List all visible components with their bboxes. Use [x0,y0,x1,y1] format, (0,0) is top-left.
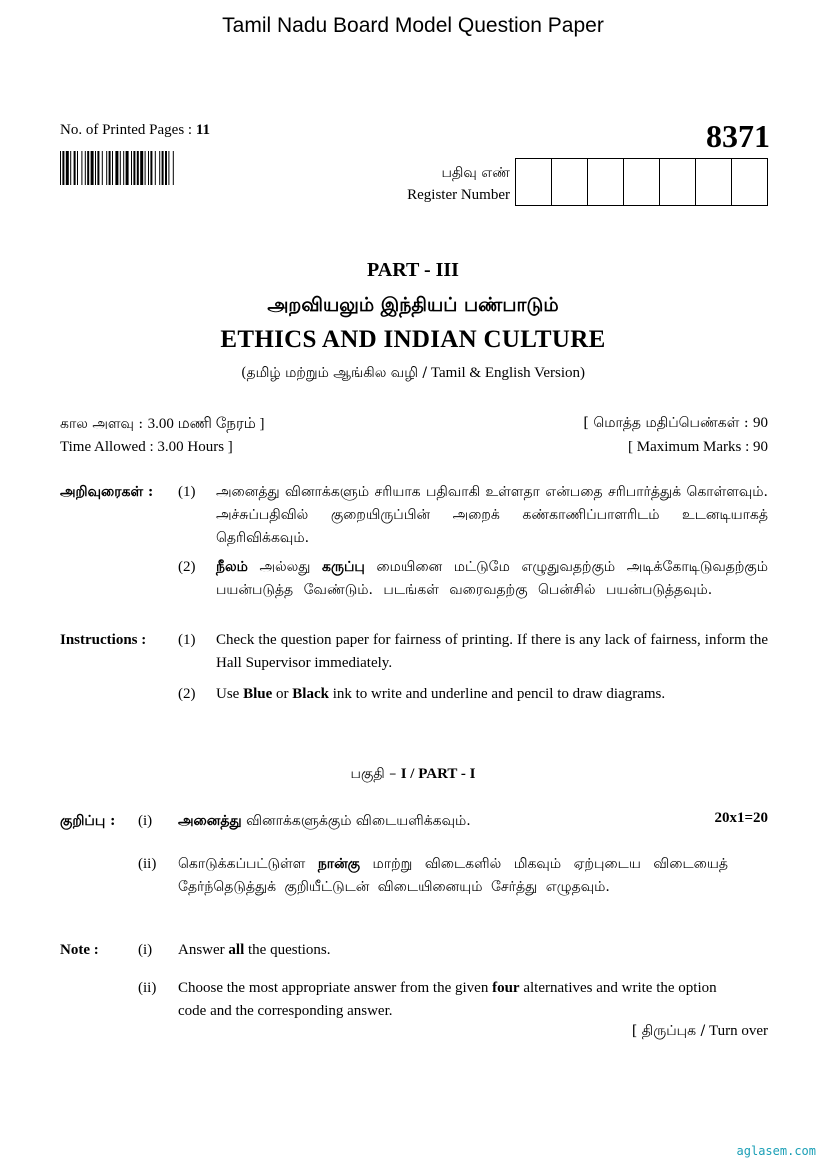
subject-title-english: ETHICS AND INDIAN CULTURE [220,326,606,353]
register-digit-box[interactable] [624,159,660,205]
part-1-heading [0,766,826,784]
note-english-ii-number: (ii) [138,980,157,996]
ink-blue-english: Blue [243,686,273,702]
time-marks-tamil-row [60,415,768,434]
marks-tamil-label: [ மொத்த மதிப்பெண்கள் : [583,415,753,431]
time-tamil [60,415,265,434]
barcode [60,151,242,185]
time-tamil-label: கால அளவு : [60,416,148,432]
time-allowed: Time Allowed : 3.00 Hours ] [60,439,233,455]
note-english-label: Note : [60,942,99,958]
note-english-i-part1: Answer [178,942,229,958]
note-tamil-i-number: (i) [138,813,153,829]
note-tamil-i-text [178,810,628,833]
version-tamil: (தமிழ் மற்றும் ஆங்கில வழி / [241,365,428,381]
note-english-ii-bold: four [492,980,520,996]
paper-code: 8371 [706,118,770,154]
register-digit-box[interactable] [696,159,732,205]
turn-over-tamil: [ திருப்புக / [631,1023,706,1039]
register-label-english: Register Number [407,187,510,203]
note-tamil-ii-part1: கொடுக்கப்பட்டுள்ள [178,856,318,872]
instruction-tamil-2-part1: அல்லது [247,559,323,575]
marks-tamil-value: 90 [753,415,768,431]
instructions-english-label: Instructions : [60,632,147,648]
instruction-english-2-number: (2) [178,686,196,702]
register-digit-box[interactable] [552,159,588,205]
subject-title-tamil: அறவியலும் இந்தியப் பண்பாடும் [267,294,559,316]
time-marks-english-row [60,439,768,456]
register-digit-box[interactable] [588,159,624,205]
note-tamil-ii-text [178,853,728,899]
version-english: Tamil & English Version) [427,365,585,381]
time-tamil-value: 3.00 மணி நேரம் ] [147,416,265,432]
site-header-title: Tamil Nadu Board Model Question Paper [222,14,604,37]
instruction-tamil-1-text: அனைத்து வினாக்களும் சரியாக பதிவாகி உள்ளதா என்பதை சரிபார்த்துக் கொள்ளவும். அச்சுப்பதிவில் குறையிருப்பின் அறைக் கண்காணிப்பாளரிடம் உடனடியாகத் தெரிவிக்கவும். [216,484,768,546]
register-digit-box[interactable] [660,159,696,205]
note-tamil-ii-number: (ii) [138,856,157,872]
ink-blue-tamil: நீலம் [216,559,248,575]
note-english-i-number: (i) [138,942,153,958]
site-watermark: aglasem.com [736,1144,816,1158]
marks-tamil [583,415,768,434]
instruction-tamil-2-number: (2) [178,559,196,575]
printed-pages [60,122,210,139]
part-1-marks: 20x1=20 [714,810,768,826]
note-english-ii-text [178,977,728,1023]
part-1-heading-english: I / PART - I [400,766,476,782]
version-line [0,365,826,383]
note-english-i-part2: the questions. [244,942,331,958]
instruction-english-1-text: Check the question paper for fairness of printing. If there is any lack of fairness, inform the Hall Supervisor immediately. [216,632,768,671]
register-digit-box[interactable] [516,159,552,205]
instruction-english-2-part2: or [272,686,293,702]
instruction-tamil-2-part2: மையினை மட்டுமே எழுதுவதற்கும் அடிக்கோடிடுவதற்கும் பயன்படுத்த வேண்டும். படங்கள் வரைவதற்கு பென்சில் பயன்படுத்தவும். [216,559,768,598]
instruction-english-1-number: (1) [178,632,196,648]
ink-black-english: Black [292,686,329,702]
maximum-marks: [ Maximum Marks : 90 [628,439,768,455]
note-tamil-i-rest: வினாக்களுக்கும் விடையளிக்கவும். [241,813,471,829]
note-tamil-ii-part2: மாற்று விடைகளில் மிகவும் ஏற்புடைய விடையைத் தேர்ந்தெடுத்துக் குறியீட்டுடன் விடையினையும் சேர்த்து எழுதவும். [178,856,729,895]
note-english-i-text [178,939,728,962]
turn-over-english: Turn over [705,1023,768,1039]
printed-pages-label: No. of Printed Pages : [60,122,196,138]
turn-over [500,1023,768,1041]
instruction-tamil-1-number: (1) [178,484,196,500]
instruction-tamil-2-text [216,556,768,602]
instructions-tamil-label: அறிவுரைகள் : [60,484,154,500]
instruction-english-2-part3: ink to write and underline and pencil to draw diagrams. [328,686,666,702]
instruction-english-2-text [216,683,768,706]
register-number-labels [360,162,510,206]
note-english-i-bold: all [228,942,245,958]
note-english-ii-part2: alternatives and write the option code and the corresponding answer. [178,980,717,1019]
register-number-boxes[interactable] [515,158,768,206]
part-title: PART - III [367,259,459,281]
part-1-heading-tamil: பகுதி – [350,766,401,782]
register-label-tamil: பதிவு எண் [441,165,510,181]
note-english-ii-part1: Choose the most appropriate answer from the given [178,980,493,996]
note-tamil-label: குறிப்பு : [60,813,116,829]
note-tamil-ii-bold: நான்கு [317,856,361,872]
printed-pages-value: 11 [195,122,211,138]
register-digit-box[interactable] [732,159,767,205]
ink-black-tamil: கருப்பு [322,559,365,575]
note-tamil-i-bold: அனைத்து [178,813,242,829]
instruction-english-2-part1: Use [216,686,244,702]
